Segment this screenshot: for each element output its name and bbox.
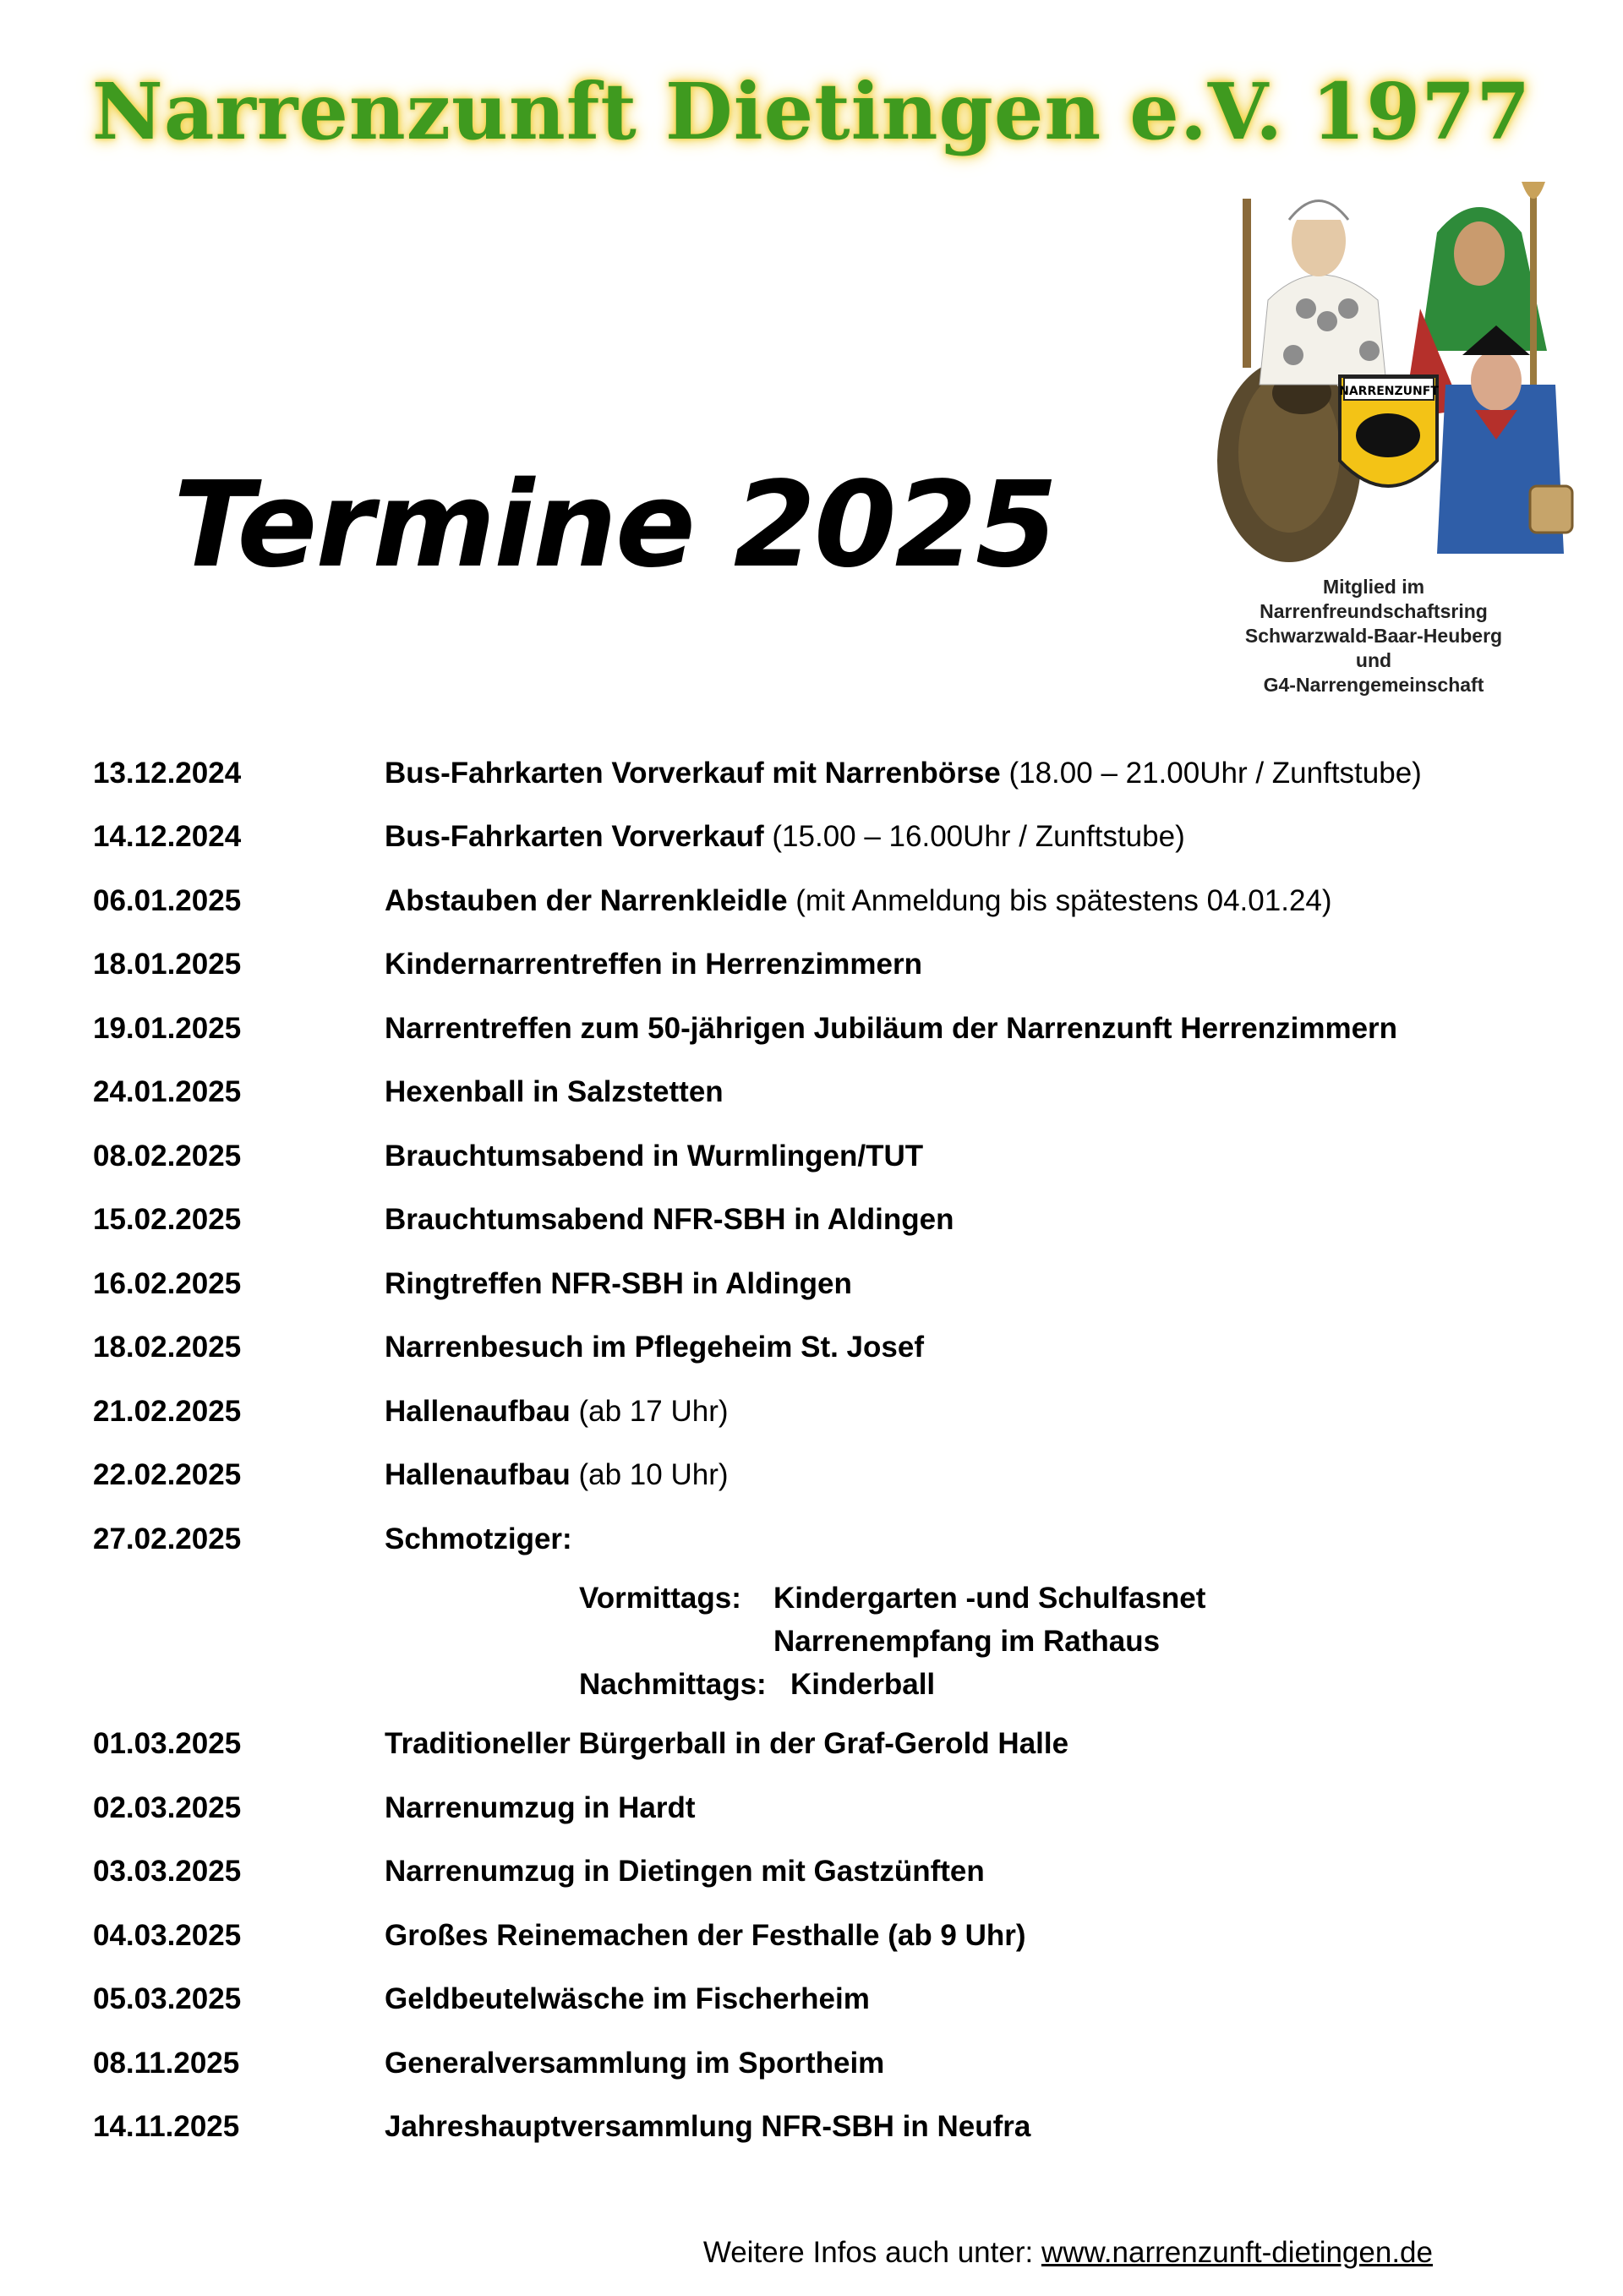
event-title: Geldbeutelwäsche im Fischerheim	[385, 1982, 870, 2016]
morning-item: Narrenempfang im Rathaus	[773, 1624, 1161, 1658]
event-title: Hallenaufbau	[385, 1458, 571, 1492]
event-title: Jahreshauptversammlung NFR-SBH in Neufra	[385, 2110, 1031, 2144]
schedule-heading: Termine 2025	[173, 456, 1057, 594]
event-row	[93, 806, 1547, 870]
morning-label: Vormittags:	[579, 1581, 741, 1615]
event-title: Großes Reinemachen der Festhalle (ab 9 Uhr)	[385, 1918, 1026, 1952]
footer-prefix: Weitere Infos auch unter:	[702, 2236, 1041, 2269]
morning-item: Kindergarten -und Schulfasnet	[773, 1581, 1206, 1615]
event-date: 01.03.2025	[93, 1727, 242, 1761]
event-date: 06.01.2025	[93, 883, 242, 917]
event-row	[93, 1968, 1547, 2032]
website-link[interactable]: www.narrenzunft-dietingen.de	[1041, 2236, 1433, 2269]
event-title: Narrenbesuch im Pflegeheim St. Josef	[385, 1331, 924, 1364]
event-detail: (mit Anmeldung bis spätestens 04.01.24)	[787, 883, 1332, 917]
event-row	[93, 1380, 1547, 1444]
event-date: 08.02.2025	[93, 1139, 242, 1173]
event-date: 27.02.2025	[93, 1522, 242, 1555]
afternoon-label: Nachmittags:	[579, 1667, 767, 1701]
event-date: 14.11.2025	[93, 2110, 240, 2144]
event-row	[93, 2031, 1547, 2096]
membership-line: Schwarzwald-Baar-Heuberg	[1244, 625, 1503, 647]
event-detail: (ab 17 Uhr)	[570, 1394, 729, 1428]
event-title: Narrenumzug in Hardt	[385, 1790, 696, 1824]
event-list	[93, 741, 1547, 2159]
event-row	[93, 869, 1547, 933]
event-title: Bus-Fahrkarten Vorverkauf mit Narrenbörse	[385, 756, 1001, 790]
event-detail: (ab 10 Uhr)	[570, 1458, 729, 1492]
event-date: 16.02.2025	[93, 1266, 242, 1300]
event-date: 24.01.2025	[93, 1075, 242, 1109]
crest-badge-text: NARRENZUNFT	[1339, 385, 1439, 398]
membership-line: Narrenfreundschaftsring	[1260, 600, 1488, 622]
event-title: Brauchtumsabend NFR-SBH in Aldingen	[385, 1203, 954, 1237]
event-row	[93, 1840, 1547, 1905]
membership-line: G4-Narrengemeinschaft	[1263, 674, 1484, 696]
event-title: Hexenball in Salzstetten	[385, 1075, 724, 1109]
event-date: 22.02.2025	[93, 1458, 242, 1492]
afternoon-item: Kinderball	[790, 1667, 936, 1701]
event-row	[93, 1252, 1547, 1316]
event-date: 08.11.2025	[93, 2046, 240, 2080]
membership-note	[1192, 575, 1555, 697]
event-row	[93, 1061, 1547, 1125]
event-title: Kindernarrentreffen in Herrenzimmern	[385, 948, 922, 981]
event-title: Schmotziger:	[385, 1522, 572, 1555]
event-row	[93, 1507, 1547, 1572]
fool-figures-icon	[1209, 182, 1581, 571]
event-title: Narrentreffen zum 50-jährigen Jubiläum der Narrenzunft Herrenzimmern	[385, 1011, 1398, 1045]
event-title: Brauchtumsabend in Wurmlingen/TUT	[385, 1139, 924, 1173]
event-date: 02.03.2025	[93, 1790, 242, 1824]
event-title: Bus-Fahrkarten Vorverkauf	[385, 820, 764, 854]
event-date: 21.02.2025	[93, 1394, 242, 1428]
event-row	[93, 2096, 1547, 2160]
event-detail: (15.00 – 16.00Uhr / Zunftstube)	[763, 820, 1185, 854]
club-crest-illustration	[1209, 182, 1581, 571]
event-row	[93, 1776, 1547, 1840]
event-row	[93, 1904, 1547, 1968]
event-detail: (18.00 – 21.00Uhr / Zunftstube)	[1000, 756, 1422, 790]
event-date: 19.01.2025	[93, 1011, 242, 1045]
event-title: Traditioneller Bürgerball in der Graf-Gerold Halle	[385, 1727, 1069, 1761]
membership-line: und	[1355, 649, 1392, 671]
event-title: Ringtreffen NFR-SBH in Aldingen	[385, 1266, 852, 1300]
membership-line: Mitglied im	[1322, 576, 1425, 598]
event-date: 14.12.2024	[93, 820, 242, 854]
event-date: 04.03.2025	[93, 1918, 242, 1952]
event-title: Hallenaufbau	[385, 1394, 571, 1428]
event-row	[93, 1316, 1547, 1380]
event-row	[93, 997, 1547, 1061]
event-date: 15.02.2025	[93, 1203, 242, 1237]
event-date: 18.01.2025	[93, 948, 242, 981]
footer-note	[703, 2236, 1433, 2270]
event-row	[93, 933, 1547, 998]
event-row	[93, 1124, 1547, 1189]
event-row	[93, 1189, 1547, 1253]
event-date: 18.02.2025	[93, 1331, 242, 1364]
event-row	[93, 1713, 1547, 1777]
event-date: 03.03.2025	[93, 1855, 242, 1889]
event-date: 13.12.2024	[93, 756, 242, 790]
event-row	[93, 1444, 1547, 1508]
event-title: Narrenumzug in Dietingen mit Gastzünften	[385, 1855, 985, 1889]
page-title: Narrenzunft Dietingen e.V. 1977	[91, 66, 1532, 157]
event-title: Abstauben der Narrenkleidle	[385, 883, 788, 917]
event-row	[93, 741, 1547, 806]
event-title: Generalversammlung im Sportheim	[385, 2046, 885, 2080]
schmotziger-schedule	[579, 1572, 1547, 1713]
event-date: 05.03.2025	[93, 1982, 242, 2016]
